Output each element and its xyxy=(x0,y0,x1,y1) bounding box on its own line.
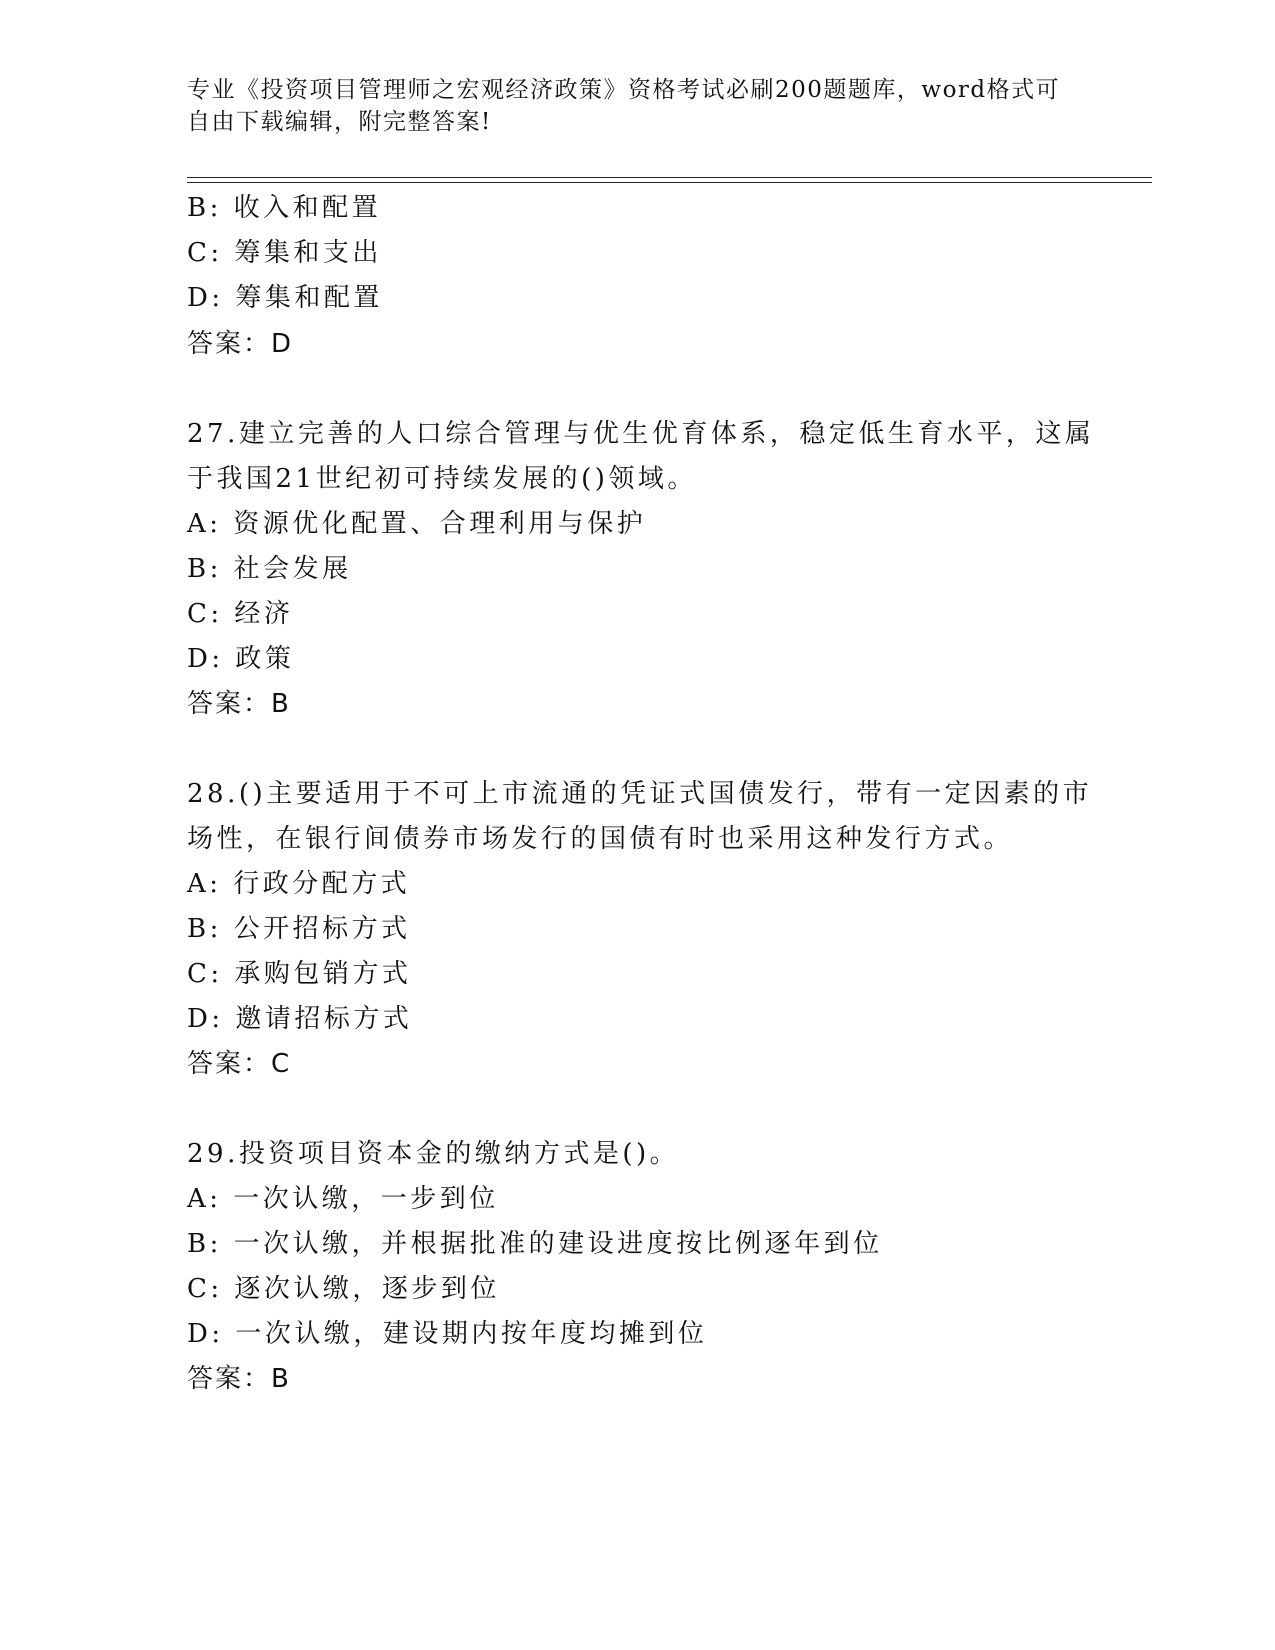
q27-stem-line-1: 27.建立完善的人口综合管理与优生优育体系，稳定低生育水平，这属 xyxy=(187,419,1095,449)
document-header xyxy=(187,74,1087,138)
q29-option-c: C: 逐次认缴，逐步到位 xyxy=(187,1274,500,1304)
q28-option-b: B: 公开招标方式 xyxy=(187,914,411,944)
q27-option-c: C: 经济 xyxy=(187,599,294,629)
q26-option-b: B: 收入和配置 xyxy=(187,193,382,223)
header-divider-bottom xyxy=(187,182,1152,183)
q29-answer: 答案：B xyxy=(187,1364,291,1394)
q28-answer: 答案：C xyxy=(187,1049,292,1079)
q29-option-d: D: 一次认缴，建设期内按年度均摊到位 xyxy=(187,1319,708,1349)
q28-stem-line-2: 场性，在银行间债券市场发行的国债有时也采用这种发行方式。 xyxy=(187,824,1014,854)
q27-option-b: B: 社会发展 xyxy=(187,554,352,584)
q27-option-d: D: 政策 xyxy=(187,644,295,674)
q27-answer: 答案：B xyxy=(187,689,291,719)
header-line-1: 专业《投资项目管理师之宏观经济政策》资格考试必刷200题题库，word格式可 xyxy=(187,77,1061,103)
q26-answer: 答案：D xyxy=(187,329,294,359)
q29-option-a: A: 一次认缴，一步到位 xyxy=(187,1184,499,1214)
q28-stem-line-1: 28.()主要适用于不可上市流通的凭证式国债发行，带有一定因素的市 xyxy=(187,779,1093,809)
q28-option-a: A: 行政分配方式 xyxy=(187,869,411,899)
q28-option-c: C: 承购包销方式 xyxy=(187,959,412,989)
q26-option-c: C: 筹集和支出 xyxy=(187,238,382,268)
header-line-2: 自由下载编辑，附完整答案! xyxy=(187,109,492,135)
q28-option-d: D: 邀请招标方式 xyxy=(187,1004,413,1034)
header-divider-top xyxy=(187,177,1152,178)
q27-stem-line-2: 于我国21世纪初可持续发展的()领域。 xyxy=(187,464,697,494)
q29-option-b: B: 一次认缴，并根据批准的建设进度按比例逐年到位 xyxy=(187,1229,883,1259)
q26-option-d: D: 筹集和配置 xyxy=(187,283,383,313)
q29-stem-line-1: 29.投资项目资本金的缴纳方式是()。 xyxy=(187,1139,680,1169)
q27-option-a: A: 资源优化配置、合理利用与保护 xyxy=(187,509,647,539)
